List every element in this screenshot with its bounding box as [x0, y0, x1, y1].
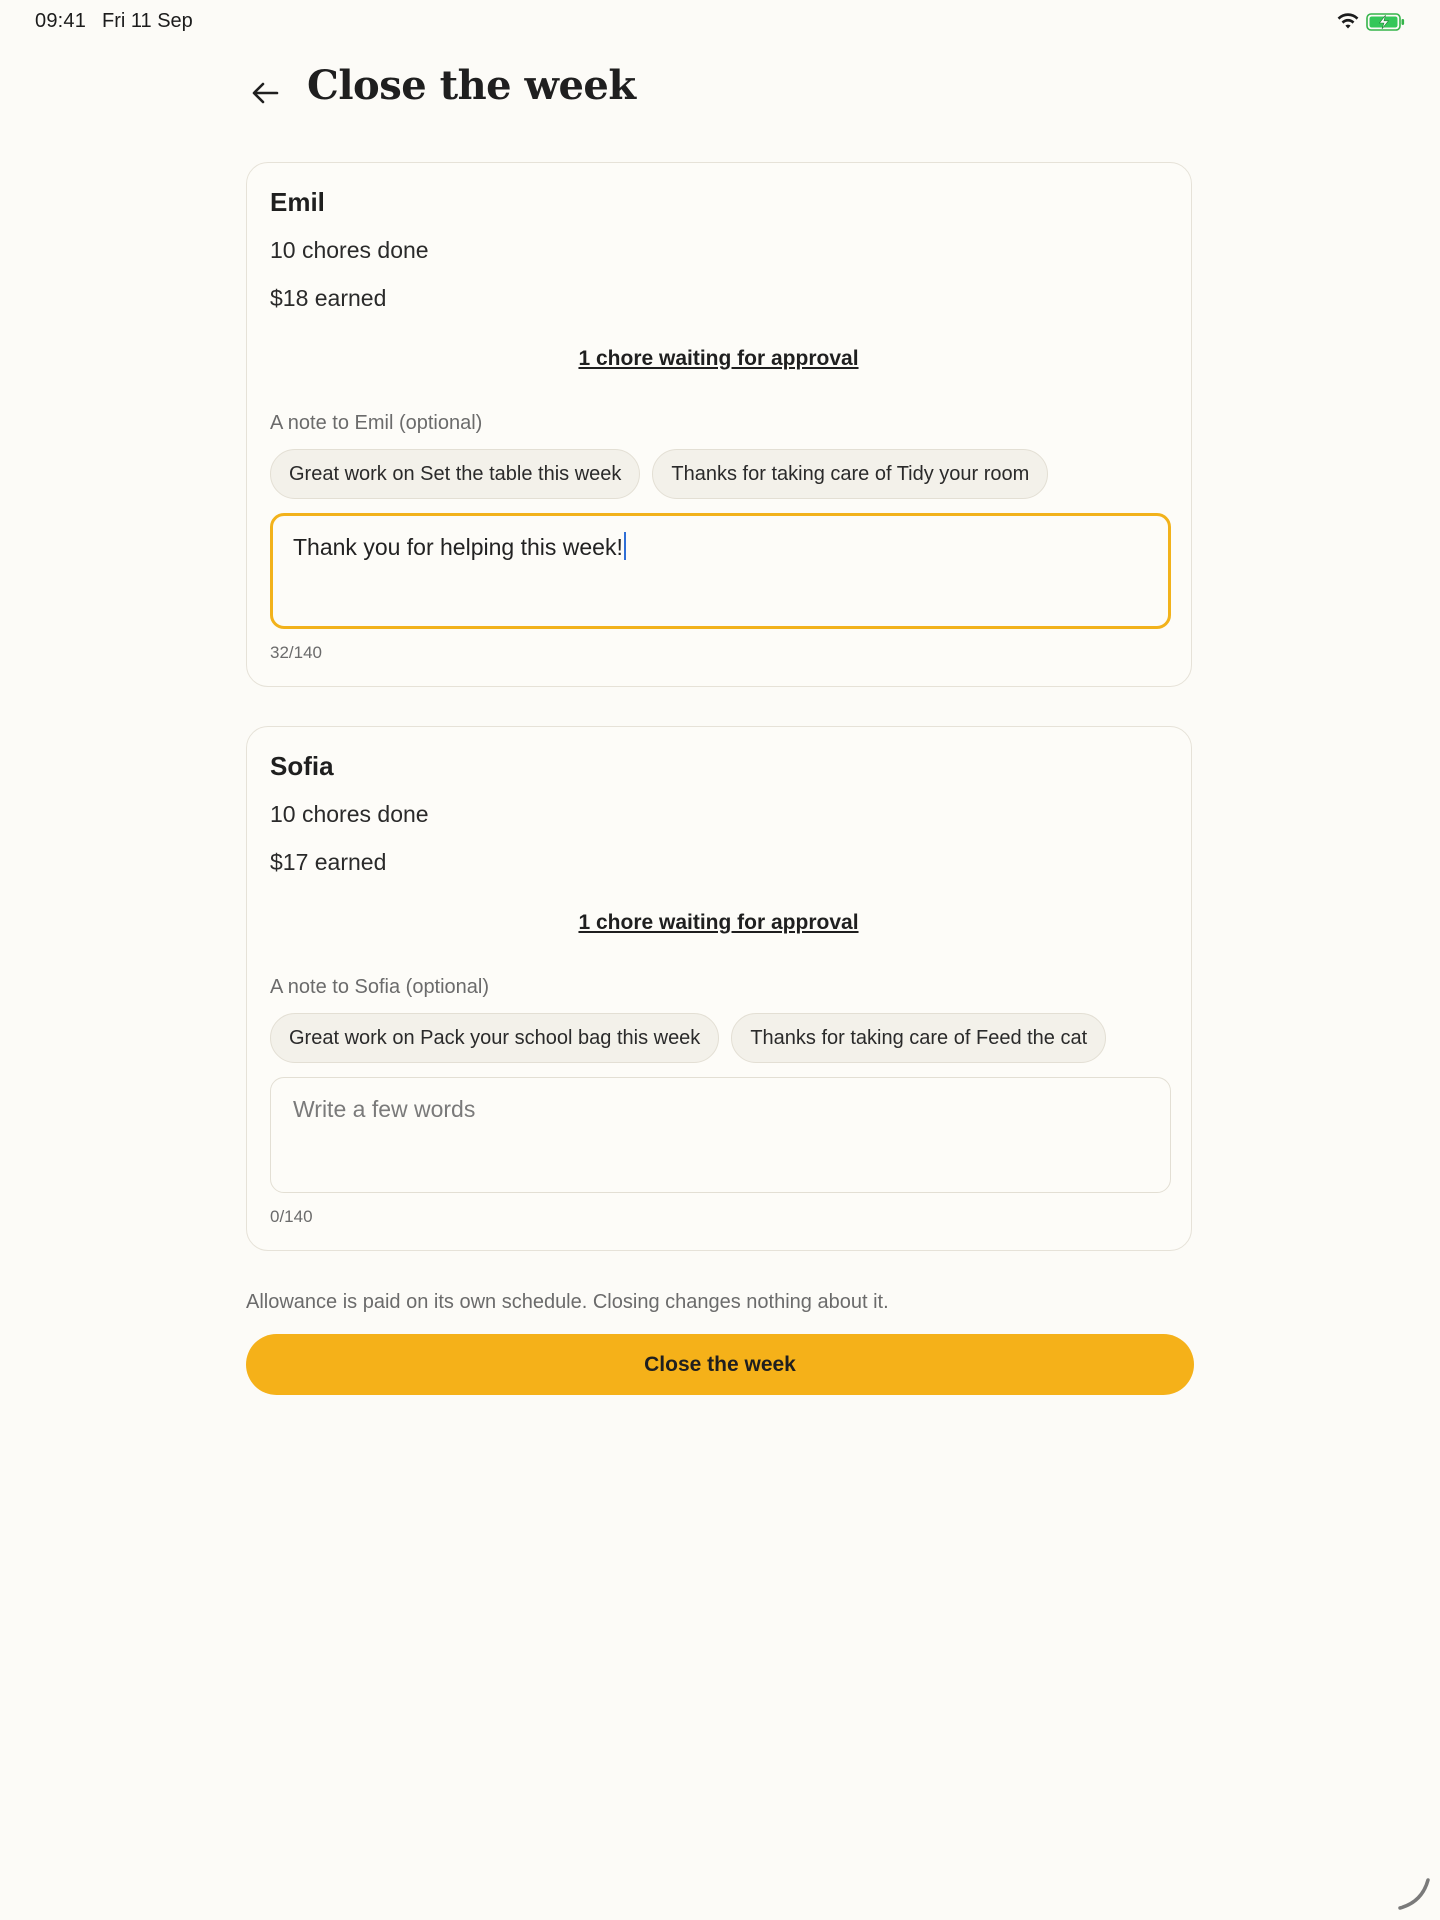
earned-amount: $18 earned: [270, 285, 387, 311]
text-caret: [624, 532, 626, 560]
note-input-placeholder: Write a few words: [293, 1096, 476, 1122]
approval-link[interactable]: 1 chore waiting for approval: [578, 347, 859, 370]
approval-link[interactable]: 1 chore waiting for approval: [578, 911, 859, 934]
status-time: 09:41: [35, 10, 87, 32]
char-count: 0/140: [270, 1207, 313, 1226]
page-title: Close the week: [307, 62, 636, 109]
kid-name: Sofia: [270, 751, 334, 781]
note-input[interactable]: [270, 513, 1171, 629]
close-week-button[interactable]: Close the week: [246, 1334, 1194, 1395]
note-label: A note to Emil (optional): [270, 412, 483, 434]
kid-name: Emil: [270, 187, 325, 217]
arrow-left-icon: [251, 81, 279, 105]
suggestion-chip[interactable]: Thanks for taking care of Tidy your room: [652, 449, 1048, 499]
chores-done-count: 10 chores done: [270, 237, 429, 263]
note-suggestions: [270, 449, 1048, 499]
resize-handle-icon[interactable]: [1396, 1876, 1432, 1912]
suggestion-chip[interactable]: Great work on Pack your school bag this week: [270, 1013, 719, 1063]
allowance-note: Allowance is paid on its own schedule. Closing changes nothing about it.: [246, 1291, 889, 1313]
wifi-icon: [1336, 12, 1360, 30]
note-label: A note to Sofia (optional): [270, 976, 490, 998]
suggestion-chip[interactable]: Thanks for taking care of Feed the cat: [731, 1013, 1106, 1063]
back-button[interactable]: [246, 74, 284, 112]
kid-card-sofia: [246, 726, 1192, 1251]
note-input[interactable]: [270, 1077, 1171, 1193]
note-input-text: Thank you for helping this week!: [293, 534, 623, 560]
earned-amount: $17 earned: [270, 849, 387, 875]
note-suggestions: [270, 1013, 1106, 1063]
kid-card-emil: [246, 162, 1192, 687]
chores-done-count: 10 chores done: [270, 801, 429, 827]
status-bar: [0, 0, 1440, 44]
battery-charging-icon: [1366, 12, 1406, 32]
char-count: 32/140: [270, 643, 322, 662]
status-date: Fri 11 Sep: [102, 10, 193, 32]
suggestion-chip[interactable]: Great work on Set the table this week: [270, 449, 640, 499]
